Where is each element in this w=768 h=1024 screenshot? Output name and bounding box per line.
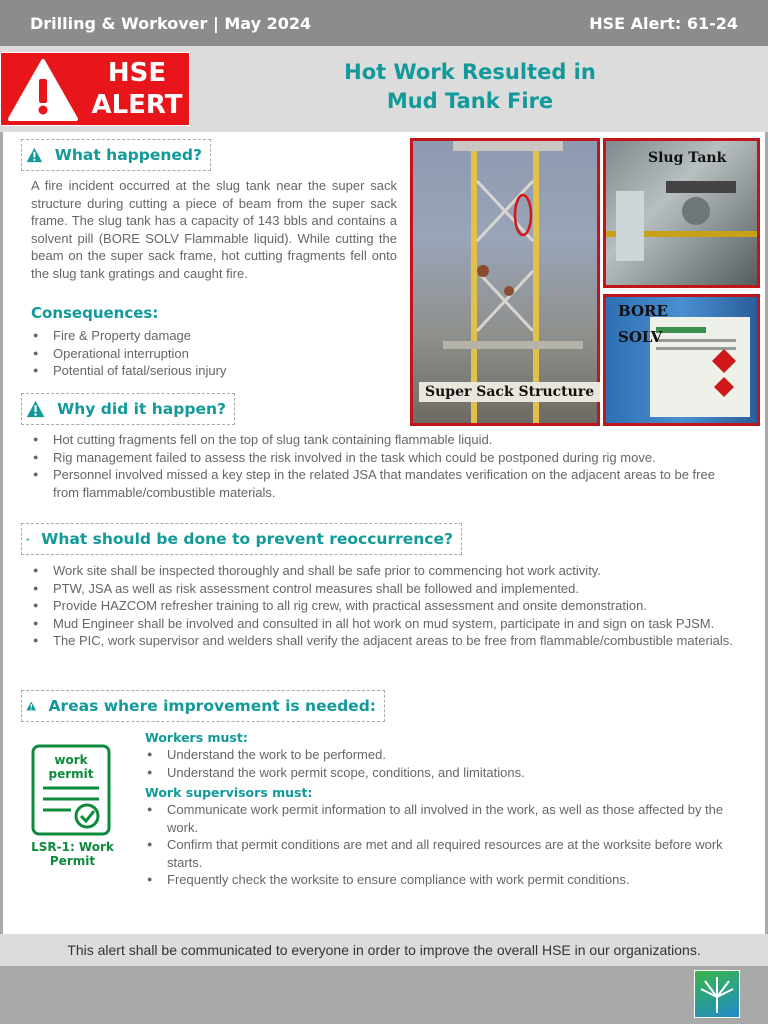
palm-logo-icon xyxy=(695,971,739,1017)
footer-message: This alert shall be communicated to everyone in order to improve the overall HSE in our organizations. xyxy=(0,934,768,966)
list-item: ● Potential of fatal/serious injury xyxy=(31,362,397,380)
work-permit-icon xyxy=(31,744,111,836)
slug-tank-label: Slug Tank xyxy=(648,150,727,166)
super-sack-label: Super Sack Structure xyxy=(419,382,600,402)
list-item: ● Personnel involved missed a key step in the related JSA that mandates verification on the adjacent areas to be free from flammable/combustible materials. xyxy=(31,466,731,501)
section-what-happened xyxy=(21,139,211,171)
warning-icon xyxy=(7,57,79,123)
bottom-bar xyxy=(0,966,768,1024)
list-item: ● Operational interruption xyxy=(31,345,397,363)
section-heading: What should be done to prevent reoccurrence? xyxy=(41,530,453,548)
supervisors-list xyxy=(145,801,745,889)
section-improvement xyxy=(21,690,385,722)
badge-line-2: ALERT xyxy=(91,90,183,120)
what-happened-text: A fire incident occurred at the slug tank near the super sack structure during cutting a piece of beam from the super sack frame. The slug tank has a capacity of 143 bbls and contains a solvent pill (BORE SOLV Flammable liquid). While cutting the beam on the super sack frame, hot cutting fragments fell onto the slug tank gratings and caught fire. xyxy=(31,178,397,281)
top-bar xyxy=(0,0,768,46)
list-item: ● Understand the work to be performed. xyxy=(145,746,745,764)
company-logo xyxy=(694,970,740,1018)
icon-word-2: permit xyxy=(48,767,94,781)
list-item: ● The PIC, work supervisor and welders shall verify the adjacent areas to be free from flammable/combustible materials. xyxy=(31,632,741,650)
warning-icon xyxy=(26,143,43,167)
icon-word-1: work xyxy=(54,753,88,767)
list-item: ● Provide HAZCOM refresher training to all rig crew, with practical assessment and onsite demonstration. xyxy=(31,597,741,615)
list-item: ● Mud Engineer shall be involved and consulted in all hot work on mud system, participate in and sign on task PJSM. xyxy=(31,615,741,633)
division-date: Drilling & Workover | May 2024 xyxy=(30,13,312,33)
warning-icon xyxy=(26,397,45,421)
supervisors-heading: Work supervisors must: xyxy=(145,785,313,800)
section-prevent xyxy=(21,523,462,555)
badge-line-1: HSE xyxy=(107,58,167,88)
list-item: ● Work site shall be inspected thoroughly and shall be safe prior to commencing hot work activity. xyxy=(31,562,741,580)
list-item: ● Rig management failed to assess the risk involved in the task which could be postponed during rig move. xyxy=(31,449,731,467)
warning-icon xyxy=(26,694,36,718)
work-permit-caption: LSR-1: Work Permit xyxy=(31,840,114,868)
section-heading: Areas where improvement is needed: xyxy=(48,697,376,715)
hse-alert-badge xyxy=(0,52,190,126)
page-title xyxy=(250,58,690,116)
list-item: ● Fire & Property damage xyxy=(31,327,397,345)
workers-list xyxy=(145,746,745,781)
consequences-list xyxy=(31,327,397,380)
bore-solv-label: BORE SOLV xyxy=(618,302,668,346)
title-line-1: Hot Work Resulted in xyxy=(344,60,596,84)
list-item: ● Confirm that permit conditions are met and all required resources are at the worksite before work starts. xyxy=(145,836,745,871)
consequences-heading: Consequences: xyxy=(31,304,159,322)
why-list xyxy=(31,431,731,501)
list-item: ● PTW, JSA as well as risk assessment control measures shall be followed and implemented. xyxy=(31,580,741,598)
section-heading: Why did it happen? xyxy=(57,400,226,418)
section-heading: What happened? xyxy=(54,146,202,164)
section-why xyxy=(21,393,235,425)
alert-number: HSE Alert: 61-24 xyxy=(589,13,738,33)
structure-illustration xyxy=(413,141,597,423)
list-item: ● Communicate work permit information to all involved in the work, as well as those affected by the work. xyxy=(145,801,745,836)
title-line-2: Mud Tank Fire xyxy=(386,89,554,113)
list-item: ● Frequently check the worksite to ensure compliance with work permit conditions. xyxy=(145,871,745,889)
list-item: ● Understand the work permit scope, conditions, and limitations. xyxy=(145,764,745,782)
workers-heading: Workers must: xyxy=(145,730,248,745)
list-item: ● Hot cutting fragments fell on the top of slug tank containing flammable liquid. xyxy=(31,431,731,449)
warning-icon xyxy=(26,527,29,551)
prevent-list xyxy=(31,562,741,650)
